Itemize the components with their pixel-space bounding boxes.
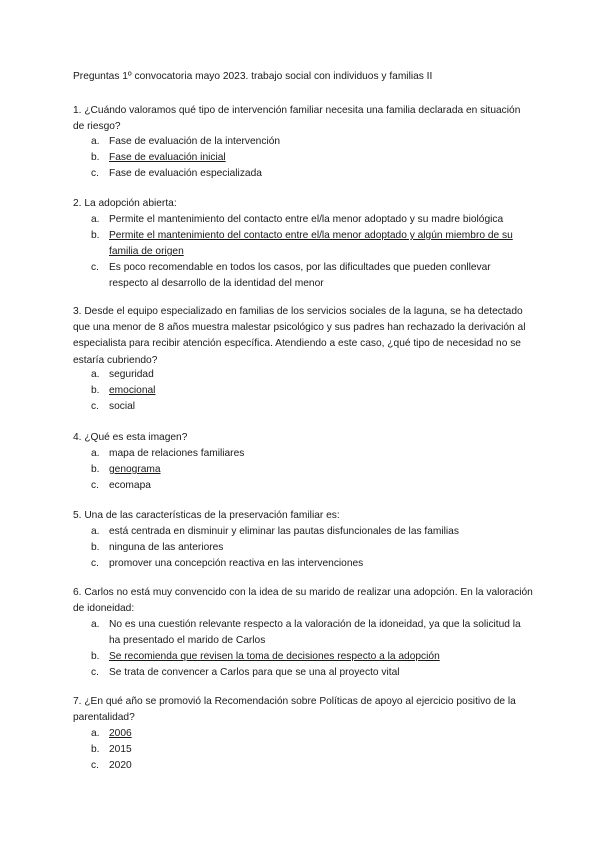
option-text: 2020 (109, 760, 132, 771)
option-text: social (109, 401, 136, 412)
option-letter: c. (91, 262, 99, 273)
question-3-option-c (91, 399, 531, 415)
question-3-option-a (91, 367, 531, 383)
option-text: 2015 (109, 744, 132, 755)
question-6-option-c (91, 665, 531, 681)
question-6-text: 6. Carlos no está muy convencido con la idea de su marido de realizar una adopción. En la valoración de idoneidad: (73, 587, 533, 615)
option-letter: b. (91, 385, 100, 396)
question-2-option-a (91, 212, 531, 228)
option-letter: a. (91, 369, 100, 380)
option-text: Se trata de convencer a Carlos para que se una al proyecto vital (109, 667, 400, 678)
question-2-option-c (91, 260, 531, 292)
question-7-option-b (91, 742, 531, 758)
question-5-option-c (91, 556, 531, 572)
option-text: No es una cuestión relevante respecto a la valoración de la idoneidad, ya que la solicitud la ha presentado el marido de Carlos (109, 619, 521, 647)
option-letter: c. (91, 480, 99, 491)
option-letter: b. (91, 152, 100, 163)
option-text: Permite el mantenimiento del contacto entre el/la menor adoptado y su madre biológica (109, 214, 504, 225)
option-letter: c. (91, 168, 99, 179)
option-text: ecomapa (109, 480, 151, 491)
option-letter: b. (91, 230, 100, 241)
option-letter: b. (91, 744, 100, 755)
question-5-option-a (91, 524, 531, 540)
option-letter: c. (91, 401, 99, 412)
option-text-underlined: emocional (109, 385, 156, 396)
option-text-underlined: 2006 (109, 728, 132, 739)
option-letter: a. (91, 526, 100, 537)
option-letter: c. (91, 558, 99, 569)
option-text: está centrada en disminuir y eliminar las pautas disfuncionales de las familias (109, 526, 459, 537)
option-letter: a. (91, 728, 100, 739)
option-text-underlined: Se recomienda que revisen la toma de decisiones respecto a la adopción (109, 651, 440, 662)
question-7-option-a (91, 726, 531, 742)
option-text: seguridad (109, 369, 154, 380)
option-text-underlined: genograma (109, 464, 161, 475)
option-text: Es poco recomendable en todos los casos, por las dificultades que pueden conllevar respecto al desarrollo de la identidad del menor (109, 262, 491, 290)
question-2-text: 2. La adopción abierta: (73, 198, 177, 209)
question-1-text: 1. ¿Cuándo valoramos qué tipo de intervención familiar necesita una familia declarada en situación de riesgo? (73, 105, 521, 133)
question-7-option-c (91, 758, 531, 774)
option-letter: b. (91, 464, 100, 475)
option-letter: c. (91, 667, 99, 678)
question-4-option-b (91, 462, 531, 478)
option-letter: a. (91, 214, 100, 225)
question-1-option-b (91, 150, 531, 166)
option-letter: b. (91, 651, 100, 662)
option-text: Fase de evaluación especializada (109, 168, 262, 179)
option-letter: b. (91, 542, 100, 553)
question-5-text: 5. Una de las características de la preservación familiar es: (73, 510, 340, 521)
question-1-option-a (91, 134, 531, 150)
option-text: ninguna de las anteriores (109, 542, 224, 553)
option-letter: a. (91, 136, 100, 147)
question-4-option-a (91, 446, 531, 462)
option-letter: a. (91, 619, 100, 630)
question-2-option-b (91, 228, 531, 260)
option-text-underlined: Permite el mantenimiento del contacto entre el/la menor adoptado y algún miembro de su familia de origen (109, 230, 513, 258)
option-letter: a. (91, 448, 100, 459)
option-text: mapa de relaciones familiares (109, 448, 245, 459)
question-3-text: 3. Desde el equipo especializado en familias de los servicios sociales de la laguna, se ha detectado que una menor de 8 años muestra malestar psicológico y sus padres han rechazado la derivación al especialista para recibir atención específica. Atendiendo a este caso, ¿qué tipo de necesidad no se estaría cubriendo? (73, 306, 526, 366)
question-4-text: 4. ¿Qué es esta imagen? (73, 432, 188, 443)
question-6-option-b (91, 649, 531, 665)
question-3-option-b (91, 383, 531, 399)
option-text: promover una concepción reactiva en las intervenciones (109, 558, 364, 569)
question-6-option-a (91, 617, 531, 649)
option-text: Fase de evaluación de la intervención (109, 136, 281, 147)
question-4-option-c (91, 478, 531, 494)
question-1-option-c (91, 166, 531, 182)
page-title: Preguntas 1º convocatoria mayo 2023. trabajo social con individuos y familias II (73, 71, 433, 82)
question-5-option-b (91, 540, 531, 556)
option-text-underlined: Fase de evaluación inicial (109, 152, 226, 163)
question-7-text: 7. ¿En qué año se promovió la Recomendación sobre Políticas de apoyo al ejercicio positivo de la parentalidad? (73, 696, 516, 724)
option-letter: c. (91, 760, 99, 771)
